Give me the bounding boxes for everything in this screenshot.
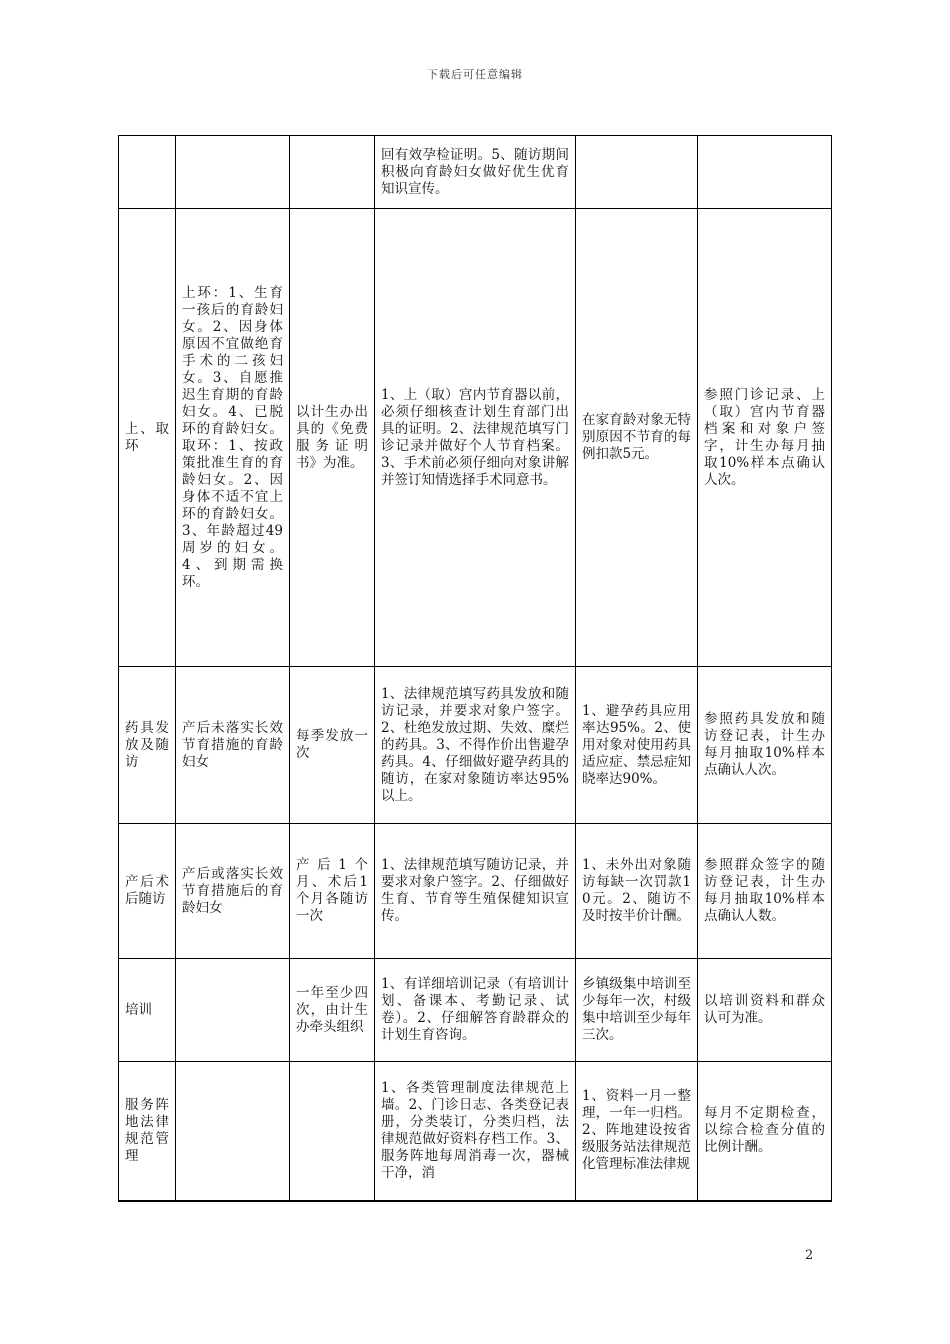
cell-basis xyxy=(290,136,375,209)
cell-penalty: 乡镇级集中培训至少每年一次，村级集中培训至少每年三次。 xyxy=(576,959,698,1062)
cell-item xyxy=(119,136,176,209)
cell-basis: 一年至少四次，由计生办牵头组织 xyxy=(290,959,375,1062)
cell-check: 参照群众签字的随访登记表，计生办每月抽取10%样本点确认人数。 xyxy=(698,824,832,959)
cell-requirement: 回有效孕检证明。5、随访期间积极向育龄妇女做好优生优育知识宣传。 xyxy=(375,136,576,209)
cell-target xyxy=(176,1062,290,1201)
cell-penalty: 1、资料一月一整理，一年一归档。2、阵地建设按省级服务站法律规范化管理标准法律规 xyxy=(576,1062,698,1201)
cell-target: 上环：1、生育一孩后的育龄妇女。2、因身体原因不宜做绝育手术的二孩妇女。3、自愿推迟生育期的育龄妇女。4、已脱环的育龄妇女。取环：1、按政策批准生育的育龄妇女。2、因身体不适不宜上环的育龄妇女。3、年龄超过49周岁的妇女。4、到期需换环。 xyxy=(176,209,290,667)
table-row xyxy=(119,824,832,959)
table-row xyxy=(119,667,832,824)
cell-basis: 以计生办出具的《免费服务证明书》为准。 xyxy=(290,209,375,667)
cell-requirement: 1、上（取）宫内节育器以前，必须仔细核查计划生育部门出具的证明。2、法律规范填写门诊记录并做好个人节育档案。3、手术前必须仔细向对象讲解并签订知情选择手术同意书。 xyxy=(375,209,576,667)
table-row xyxy=(119,136,832,209)
cell-target: 产后未落实长效节育措施的育龄妇女 xyxy=(176,667,290,824)
cell-requirement: 1、有详细培训记录（有培训计划、备课本、考勤记录、试卷）。2、仔细解答育龄群众的计划生育咨询。 xyxy=(375,959,576,1062)
cell-penalty: 1、未外出对象随访每缺一次罚款10元。2、随访不及时按半价计酬。 xyxy=(576,824,698,959)
cell-requirement: 1、各类管理制度法律规范上墙。2、门诊日志、各类登记表册，分类装订，分类归档，法律规范做好资料存档工作。3、服务阵地每周消毒一次，器械干净，消 xyxy=(375,1062,576,1201)
page-number: 2 xyxy=(805,1248,814,1263)
cell-basis: 每季发放一次 xyxy=(290,667,375,824)
cell-penalty xyxy=(576,136,698,209)
cell-check: 以培训资料和群众认可为准。 xyxy=(698,959,832,1062)
cell-item: 产后术后随访 xyxy=(119,824,176,959)
cell-target xyxy=(176,136,290,209)
cell-basis xyxy=(290,1062,375,1201)
cell-requirement: 1、法律规范填写随访记录，并要求对象户签字。2、仔细做好生育、节育等生殖保健知识宣传。 xyxy=(375,824,576,959)
cell-target xyxy=(176,959,290,1062)
header-note: 下载后可任意编辑 xyxy=(427,68,523,81)
cell-item: 上、取环 xyxy=(119,209,176,667)
cell-penalty: 在家育龄对象无特别原因不节育的每例扣款5元。 xyxy=(576,209,698,667)
cell-penalty: 1、避孕药具应用率达95%。2、使用对象对使用药具适应症、禁忌症知晓率达90%。 xyxy=(576,667,698,824)
table-row xyxy=(119,209,832,667)
service-standards-table xyxy=(118,135,832,1202)
cell-check: 参照门诊记录、上（取）宫内节育器档案和对象户签字，计生办每月抽取10%样本点确认人次。 xyxy=(698,209,832,667)
cell-basis: 产后1个月、术后1个月各随访一次 xyxy=(290,824,375,959)
cell-check: 每月不定期检查，以综合检查分值的比例计酬。 xyxy=(698,1062,832,1201)
cell-requirement: 1、法律规范填写药具发放和随访记录，并要求对象户签字。2、杜绝发放过期、失效、糜烂的药具。3、不得作价出售避孕药具。4、仔细做好避孕药具的随访，在家对象随访率达95%以上。 xyxy=(375,667,576,824)
cell-item: 培训 xyxy=(119,959,176,1062)
cell-check: 参照药具发放和随访登记表，计生办每月抽取10%样本点确认人次。 xyxy=(698,667,832,824)
cell-item: 服务阵地法律规范管理 xyxy=(119,1062,176,1201)
table-row xyxy=(119,1062,832,1201)
cell-item: 药具发放及随访 xyxy=(119,667,176,824)
table-row xyxy=(119,959,832,1062)
cell-target: 产后或落实长效节育措施后的育龄妇女 xyxy=(176,824,290,959)
cell-check xyxy=(698,136,832,209)
